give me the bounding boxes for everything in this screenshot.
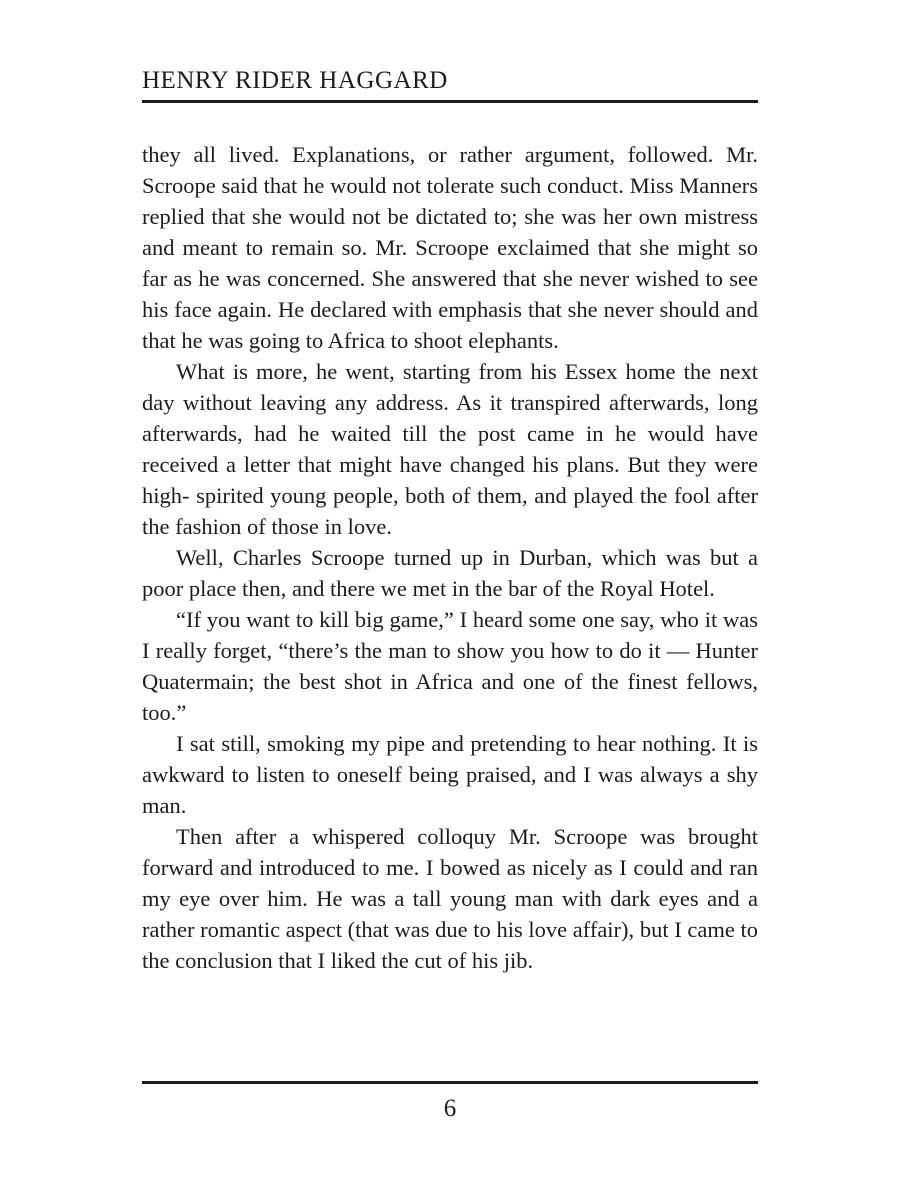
footer-rule	[142, 1081, 758, 1084]
paragraph: I sat still, smoking my pipe and pretending to hear nothing. It is awkward to listen to oneself being praised, and I was always a shy man.	[142, 731, 758, 818]
paragraph: they all lived. Explanations, or rather argument, followed. Mr. Scroope said that he would not tolerate such conduct. Miss Manners replied that she would not be dictated to; she was her own mistress and meant to remain so. Mr. Scroope exclaimed that she might so far as he was concerned. She answered that she never wished to see his face again. He declared with emphasis that she never should and that he was going to Africa to shoot elephants.	[142, 142, 758, 353]
paragraph: Well, Charles Scroope turned up in Durban, which was but a poor place then, and there we met in the bar of the Royal Hotel.	[142, 545, 758, 601]
paragraph: Then after a whispered colloquy Mr. Scroope was brought forward and introduced to me. I bowed as nicely as I could and ran my eye over him. He was a tall young man with dark eyes and a rather romantic aspect (that was due to his love affair), but I came to the conclusion that I liked the cut of his jib.	[142, 824, 758, 973]
paragraph: What is more, he went, starting from his Essex home the next day without leaving any address. As it transpired afterwards, long afterwards, had he waited till the post came in he would have received a letter that might have changed his plans. But they were high- spirited young people, both of them, and played the fool after the fashion of those in love.	[142, 359, 758, 539]
header-rule	[142, 100, 758, 103]
running-head-title: HENRY RIDER HAGGARD	[142, 67, 448, 94]
paragraph: “If you want to kill big game,” I heard some one say, who it was I really forget, “there’s the man to show you how to do it — Hunter Quatermain; the best shot in Africa and one of the finest fellows, too.”	[142, 607, 758, 725]
body-text	[142, 139, 758, 976]
page-number: 6	[443, 1095, 457, 1122]
